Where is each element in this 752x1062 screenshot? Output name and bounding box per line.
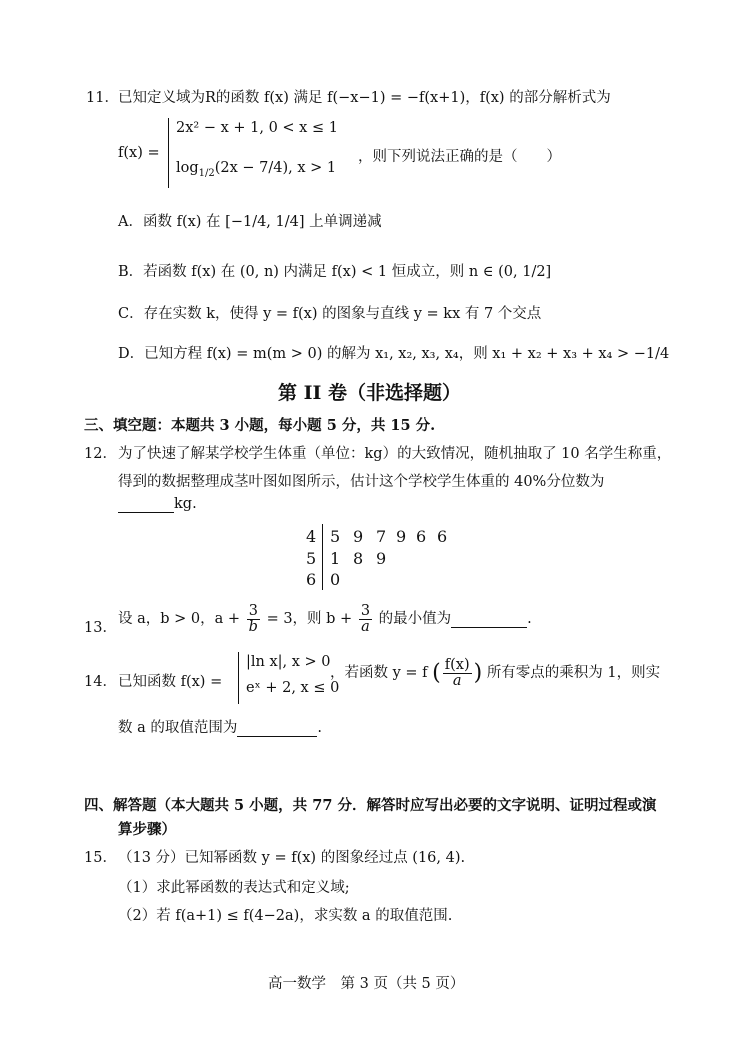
section4-heading-line2: 算步骤） xyxy=(118,821,176,838)
leaf-r2-2: 8 xyxy=(353,549,364,568)
q13-end: . xyxy=(527,611,532,627)
q14-inner-num: f(x) xyxy=(444,657,470,673)
q13-frac2-den: a xyxy=(361,618,370,635)
leaf-r2-3: 9 xyxy=(376,549,387,568)
q11-case1: 2x² − x + 1, 0 < x ≤ 1 xyxy=(176,120,338,136)
q15-part1: （1）求此幂函数的表达式和定义域; xyxy=(118,880,350,896)
q14-right-paren: ) xyxy=(473,660,483,686)
q13-frac2-num: 3 xyxy=(360,603,371,619)
q11-fx-label: f(x) = xyxy=(118,145,160,161)
q13-text-b: = 3，则 b + xyxy=(266,611,353,627)
q11-option-d: D．已知方程 f(x) = m(m > 0) 的解为 x₁, x₂, x₃, x₄，则 x₁ + x₂ + x₃ + x₄ > −1/4 xyxy=(118,346,670,362)
q11-case2 xyxy=(176,160,336,179)
q14-tail: 所有零点的乘积为 1，则实 xyxy=(486,665,661,681)
q15-number: 15． xyxy=(84,850,117,866)
section4-heading-line1: 四、解答题（本大题共 5 小题，共 77 分．解答时应写出必要的文字说明、证明过程或演 xyxy=(84,797,657,814)
stem-row3: 6 xyxy=(306,570,317,589)
stem-leaf-divider xyxy=(322,524,323,590)
q13-frac-3-over-a xyxy=(359,604,372,634)
stem-row1: 4 xyxy=(306,527,317,546)
q13-frac1-den: b xyxy=(248,618,258,635)
q14-left-paren: ( xyxy=(432,660,441,686)
stem-row2: 5 xyxy=(306,549,317,568)
leaf-r1-1: 5 xyxy=(330,527,341,546)
q15-text: （13 分）已知幂函数 y = f(x) 的图象经过点 (16, 4). xyxy=(118,850,466,866)
leaf-r1-6: 6 xyxy=(437,527,448,546)
q13-text-c: 的最小值为 xyxy=(378,611,452,627)
q11-intro: 已知定义域为R的函数 f(x) 满足 f(−x−1) = −f(x+1)，f(x) 的部分解析式为 xyxy=(118,90,611,106)
q14-lead: 已知函数 f(x) = xyxy=(118,674,223,690)
q15-part2: （2）若 f(a+1) ≤ f(4−2a)，求实数 a 的取值范围. xyxy=(118,908,453,924)
leaf-r1-4: 9 xyxy=(396,527,407,546)
q12-answer xyxy=(118,496,197,513)
q14-line2 xyxy=(118,716,322,737)
q14-inner-fraction xyxy=(443,658,472,688)
q12-line2: 得到的数据整理成茎叶图如图所示，估计这个学校学生体重的 40%分位数为 xyxy=(118,474,605,490)
q14-piecewise-brace xyxy=(238,652,239,704)
section2-title: 第 II 卷（非选择题） xyxy=(278,382,462,404)
q12-line1: 为了快速了解某学校学生体重（单位：kg）的大致情况，随机抽取了 10 名学生称重， xyxy=(118,446,672,462)
leaf-r1-3: 7 xyxy=(376,527,387,546)
q11-option-c: C．存在实数 k，使得 y = f(x) 的图象与直线 y = kx 有 7 个交点 xyxy=(118,306,542,322)
q14-middle xyxy=(330,658,660,688)
q14-number: 14． xyxy=(84,674,117,690)
q14-line2-text: 数 a 的取值范围为 xyxy=(118,720,238,736)
q11-piecewise-brace xyxy=(168,118,169,188)
q11-number: 11． xyxy=(86,90,119,106)
leaf-r3-1: 0 xyxy=(330,570,341,589)
q11-case2-arg: (2x − 7/4), x > 1 xyxy=(214,160,337,176)
q14-case1: |ln x|, x > 0 xyxy=(246,654,331,670)
page-footer: 高一数学 第 3 页（共 5 页） xyxy=(268,976,465,992)
q11-case2-base: 1/2 xyxy=(198,167,215,179)
q13-text-a: 设 a，b > 0，a + xyxy=(118,611,241,627)
leaf-r2-1: 1 xyxy=(330,549,341,568)
q12-number: 12． xyxy=(84,446,117,462)
q14-answer-blank[interactable] xyxy=(237,720,317,737)
leaf-r1-2: 9 xyxy=(353,527,364,546)
q11-prompt: ，则下列说法正确的是（ ） xyxy=(358,149,561,165)
q12-unit: kg. xyxy=(174,496,197,512)
q13-number: 13． xyxy=(84,620,117,636)
q11-option-b: B．若函数 f(x) 在 (0, n) 内满足 f(x) < 1 恒成立，则 n ∈ (0, 1/2] xyxy=(118,264,552,280)
section3-heading: 三、填空题：本题共 3 小题，每小题 5 分，共 15 分. xyxy=(84,417,436,434)
q12-answer-blank[interactable] xyxy=(118,496,174,513)
q13-frac-3-over-b xyxy=(247,604,260,634)
q13-body xyxy=(118,604,532,634)
q14-end: . xyxy=(317,720,322,736)
q13-answer-blank[interactable] xyxy=(451,611,527,628)
q11-case2-log: log xyxy=(176,160,199,176)
q14-inner-den: a xyxy=(452,672,462,689)
leaf-r1-5: 6 xyxy=(416,527,427,546)
q14-case2: eˣ + 2, x ≤ 0 xyxy=(246,680,340,696)
q13-frac1-num: 3 xyxy=(247,604,260,620)
q11-option-a: A．函数 f(x) 在 [−1/4, 1/4] 上单调递减 xyxy=(118,214,382,230)
q14-middle-text: ，若函数 y = f xyxy=(330,665,428,681)
